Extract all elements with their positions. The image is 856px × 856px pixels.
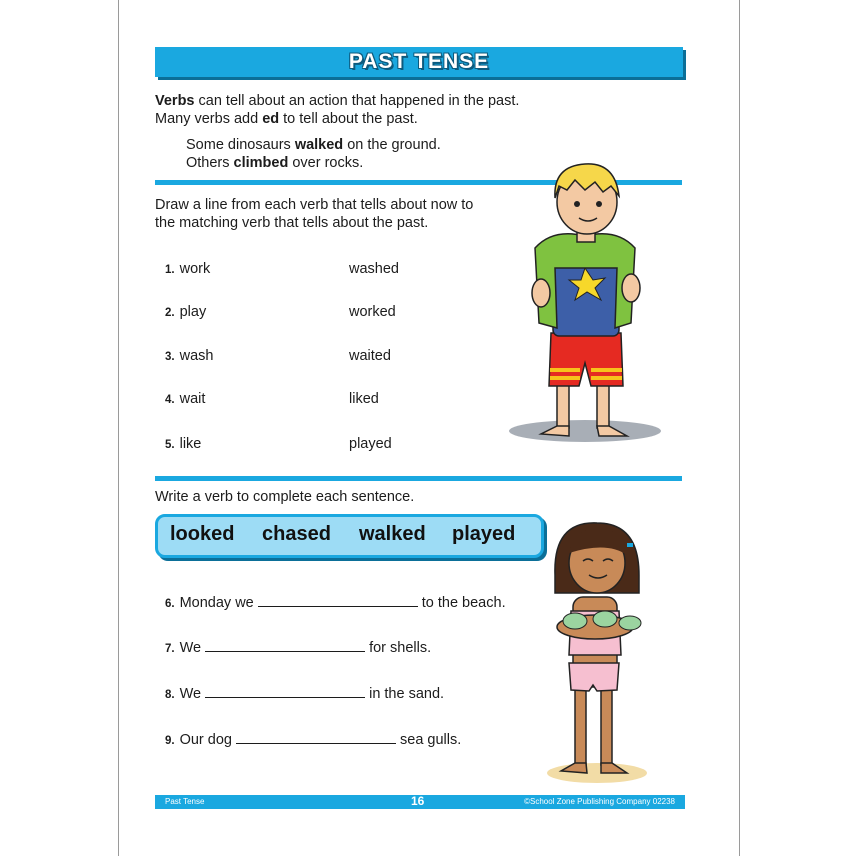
present-verb: wash [179, 348, 214, 364]
sentence-row [165, 685, 444, 704]
item-number: 5. [165, 439, 175, 451]
present-verb-item [165, 435, 201, 454]
instruction-1-line-1: Draw a line from each verb that tells about now to [155, 197, 474, 213]
word-bank-word: chased [262, 523, 331, 545]
boy-illustration [505, 158, 675, 448]
example-verb: walked [294, 137, 344, 153]
item-number: 7. [165, 643, 175, 655]
item-number: 2. [165, 307, 175, 319]
sentence-row [165, 594, 506, 613]
item-number: 9. [165, 735, 175, 747]
item-number: 6. [165, 598, 175, 610]
word-bank-word: looked [170, 523, 235, 545]
sentence-start: We [179, 640, 202, 656]
present-verb: play [179, 304, 207, 320]
sentence-end: in the sand. [369, 686, 445, 702]
page-number: 16 [411, 794, 425, 808]
item-number: 3. [165, 351, 175, 363]
item-number: 8. [165, 689, 175, 701]
past-verb: played [349, 436, 392, 452]
past-verb: worked [349, 304, 396, 320]
intro-line-1 [155, 92, 519, 110]
example-text: on the ground. [343, 137, 441, 153]
footer-copyright: ©School Zone Publishing Company 02238 [524, 797, 675, 806]
sentence-row [165, 731, 461, 750]
answer-blank[interactable] [205, 639, 365, 652]
title-banner [155, 47, 683, 77]
sentence-end: to the beach. [421, 595, 506, 611]
intro-text: Many verbs add [155, 111, 263, 127]
past-verb: waited [349, 348, 391, 364]
instruction-2: Write a verb to complete each sentence. [155, 489, 415, 505]
intro-keyword: ed [262, 111, 280, 127]
present-verb-item [165, 260, 210, 279]
present-verb: like [179, 436, 202, 452]
past-verb: liked [349, 391, 379, 407]
answer-blank[interactable] [258, 594, 418, 607]
present-verb: work [179, 261, 211, 277]
word-bank-word: walked [359, 523, 426, 545]
word-bank [155, 514, 544, 558]
intro-text: to tell about the past. [279, 111, 418, 127]
word-bank-word: played [452, 523, 516, 545]
section-divider [155, 476, 682, 481]
sentence-row [165, 639, 431, 658]
sentence-end: for shells. [369, 640, 432, 656]
sentence-start: Our dog [179, 732, 232, 748]
footer-bar [155, 795, 685, 809]
example-text: Some dinosaurs [186, 137, 295, 153]
answer-blank[interactable] [205, 685, 365, 698]
sentence-end: sea gulls. [400, 732, 462, 748]
present-verb-item [165, 303, 206, 322]
present-verb: wait [179, 391, 206, 407]
present-verb-item [165, 390, 205, 409]
girl-illustration [535, 515, 675, 787]
sentence-start: Monday we [179, 595, 254, 611]
item-number: 4. [165, 394, 175, 406]
instruction-1-line-2: the matching verb that tells about the past. [155, 215, 429, 231]
example-verb: climbed [233, 155, 289, 171]
item-number: 1. [165, 264, 175, 276]
intro-line-2 [155, 110, 418, 128]
answer-blank[interactable] [236, 731, 396, 744]
example-1 [186, 136, 441, 154]
sentence-start: We [179, 686, 202, 702]
intro-keyword: Verbs [155, 93, 195, 109]
footer-section-title: Past Tense [165, 797, 205, 806]
page-title: PAST TENSE [348, 50, 490, 73]
example-2 [186, 154, 363, 172]
past-verb: washed [349, 261, 399, 277]
example-text: over rocks. [288, 155, 364, 171]
example-text: Others [186, 155, 234, 171]
present-verb-item [165, 347, 213, 366]
intro-text: can tell about an action that happened in the past. [194, 93, 520, 109]
